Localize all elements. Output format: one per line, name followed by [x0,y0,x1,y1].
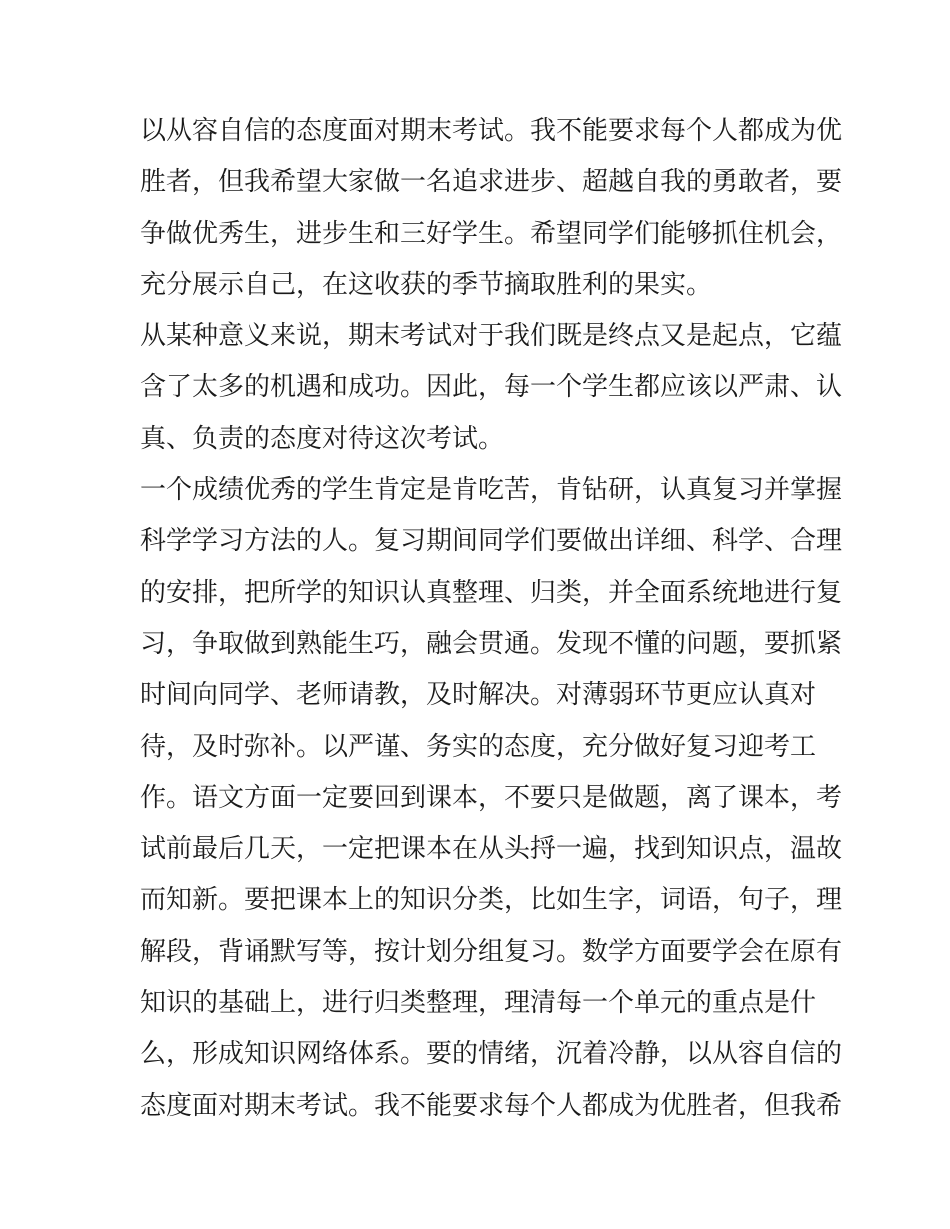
body-text [140,106,843,1132]
text-line: 争做优秀生，进步生和三好学生。希望同学们能够抓住机会， [140,218,843,249]
text-line: 从某种意义来说，期末考试对于我们既是终点又是起点，它蕴 [140,321,843,352]
text-line: 试前最后几天，一定把课本在从头捋一遍，找到知识点，温故 [140,834,843,865]
text-line: 态度面对期末考试。我不能要求每个人都成为优胜者，但我希 [140,1090,843,1121]
text-line: 科学学习方法的人。复习期间同学们要做出详细、科学、合理 [140,526,843,557]
text-line: 作。语文方面一定要回到课本，不要只是做题，离了课本，考 [140,782,843,813]
text-line: 一个成绩优秀的学生肯定是肯吃苦，肯钻研，认真复习并掌握 [140,475,843,506]
text-line: 而知新。要把课本上的知识分类，比如生字，词语，句子，理 [140,885,843,916]
text-line: 知识的基础上，进行归类整理，理清每一个单元的重点是什 [140,988,817,1019]
text-line: 解段，背诵默写等，按计划分组复习。数学方面要学会在原有 [140,936,843,967]
text-line: 含了太多的机遇和成功。因此，每一个学生都应该以严肃、认 [140,372,843,403]
text-line: 的安排，把所学的知识认真整理、归类，并全面系统地进行复 [140,577,843,608]
text-line: 充分展示自己，在这收获的季节摘取胜利的果实。 [140,269,713,300]
text-line: 待，及时弥补。以严谨、务实的态度，充分做好复习迎考工 [140,731,817,762]
text-line: 胜者，但我希望大家做一名追求进步、超越自我的勇敢者，要 [140,167,843,198]
text-line: 习，争取做到熟能生巧，融会贯通。发现不懂的问题，要抓紧 [140,628,843,659]
text-line: 时间向同学、老师请教，及时解决。对薄弱环节更应认真对 [140,680,817,711]
text-line: 以从容自信的态度面对期末考试。我不能要求每个人都成为优 [140,116,843,146]
text-line: 真、负责的态度对待这次考试。 [140,423,505,454]
text-line: 么，形成知识网络体系。要的情绪，沉着冷静，以从容自信的 [140,1039,843,1070]
